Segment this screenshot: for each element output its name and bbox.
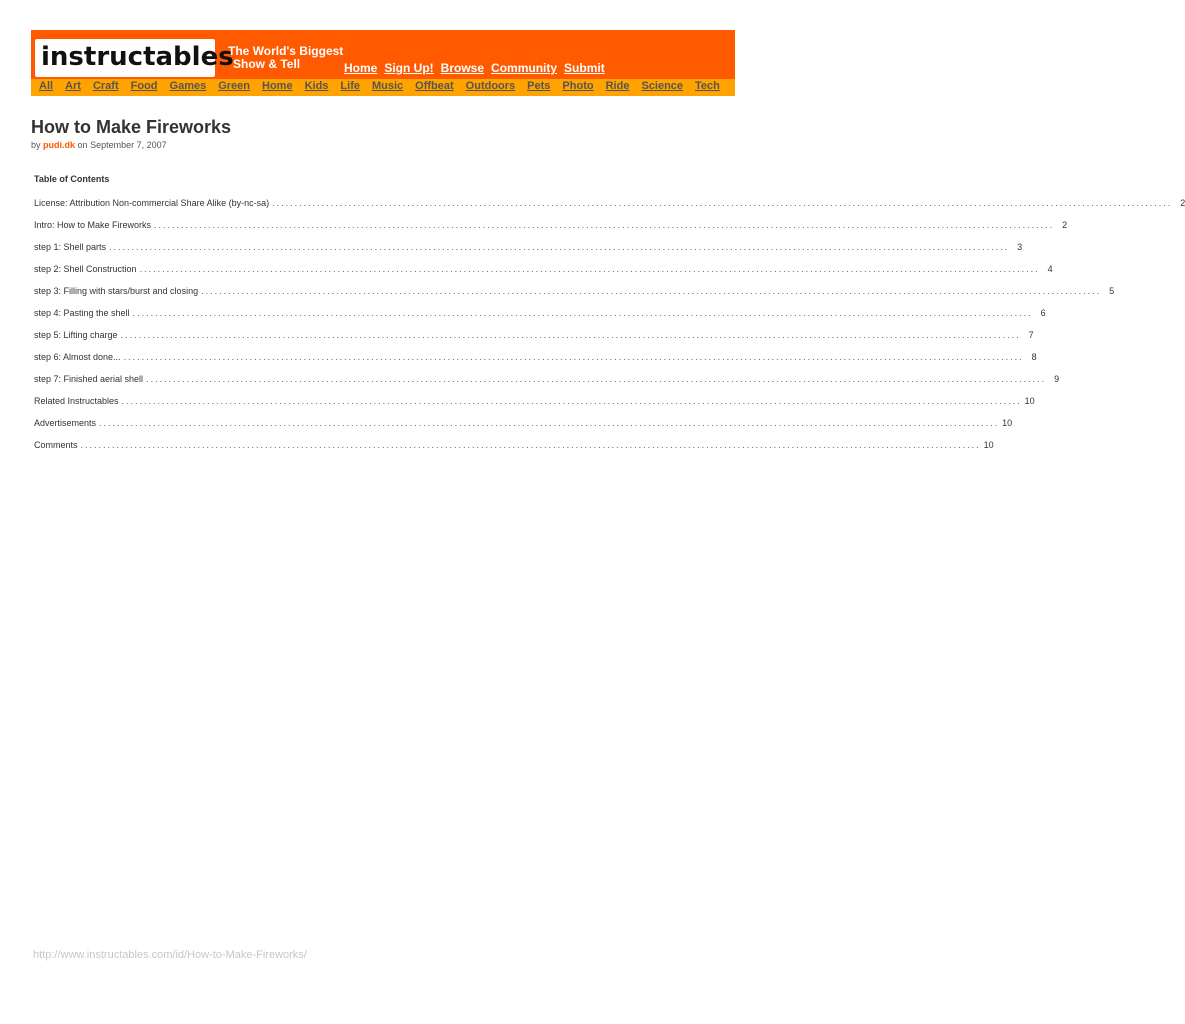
author-link[interactable]: pudi.dk (43, 140, 76, 150)
category-green[interactable]: Green (218, 80, 251, 92)
toc-leader-dots: ........................................................................................................................................................................................................ (109, 242, 1010, 252)
toc-entry-label: step 2: Shell Construction (34, 264, 137, 274)
category-science[interactable]: Science (641, 80, 684, 92)
category-tech[interactable]: Tech (695, 80, 720, 92)
toc-leader-dots: ........................................................................................................................................................................................................ (123, 352, 1024, 362)
category-life[interactable]: Life (340, 80, 360, 92)
logo-text: instructables (41, 42, 234, 72)
toc-entry-page: 2 (1062, 220, 1068, 230)
toc-entry[interactable] (34, 440, 994, 462)
category-offbeat[interactable]: Offbeat (415, 80, 454, 92)
toc-entry[interactable] (34, 352, 1037, 374)
toc-entry[interactable] (34, 308, 1046, 330)
toc-entry-page: 4 (1047, 264, 1053, 274)
toc-entry-page: 5 (1109, 286, 1115, 296)
category-kids[interactable]: Kids (304, 80, 329, 92)
toc-entry-label: step 7: Finished aerial shell (34, 374, 144, 384)
toc-leader-dots: ........................................................................................................................................................................................................ (146, 374, 1047, 384)
byline (31, 140, 167, 150)
category-outdoors[interactable]: Outdoors (465, 80, 516, 92)
category-photo[interactable]: Photo (562, 80, 594, 92)
category-food[interactable]: Food (130, 80, 158, 92)
toc-leader-dots: ........................................................................................................................................................................................................ (120, 330, 1021, 340)
toc-entry-label: Advertisements (34, 418, 97, 428)
footer-url[interactable]: http://www.instructables.com/id/How-to-Make-Fireworks/ (33, 949, 307, 961)
toc-entry-page: 10 (1002, 418, 1013, 428)
logo[interactable] (35, 39, 234, 77)
toc-entry[interactable] (34, 418, 1013, 440)
category-ride[interactable]: Ride (605, 80, 630, 92)
publish-date: September 7, 2007 (90, 140, 167, 150)
toc-entry-page: 9 (1054, 374, 1060, 384)
table-of-contents (34, 198, 1185, 462)
category-home[interactable]: Home (262, 80, 293, 92)
toc-entry-label: License: Attribution Non-commercial Share Alike (by-nc-sa) (34, 198, 270, 208)
toc-entry-label: Related Instructables (34, 396, 119, 406)
category-all[interactable]: All (39, 80, 54, 92)
byline-on: on (77, 140, 88, 150)
toc-entry[interactable] (34, 330, 1034, 352)
toc-entry-label: Intro: How to Make Fireworks (34, 220, 152, 230)
toc-entry-label: step 3: Filling with stars/burst and closing (34, 286, 199, 296)
toc-entry-label: step 6: Almost done... (34, 352, 121, 362)
tagline (228, 45, 348, 71)
category-craft[interactable]: Craft (92, 80, 119, 92)
toc-entry[interactable] (34, 286, 1115, 308)
toc-leader-dots: ........................................................................................................................................................................................................ (272, 198, 1173, 208)
toc-leader-dots: ........................................................................................................................................................................................................ (201, 286, 1102, 296)
nav-browse[interactable]: Browse (440, 61, 485, 75)
category-pets[interactable]: Pets (527, 80, 551, 92)
toc-heading: Table of Contents (34, 174, 110, 184)
toc-entry[interactable] (34, 220, 1068, 242)
page-title: How to Make Fireworks (31, 117, 232, 137)
nav-community[interactable]: Community (491, 61, 558, 75)
nav-home[interactable]: Home (344, 61, 378, 75)
toc-entry[interactable] (34, 198, 1185, 220)
tagline-line2: Show & Tell (233, 57, 301, 71)
toc-entry[interactable] (34, 242, 1023, 264)
category-games[interactable]: Games (169, 80, 207, 92)
toc-entry-page: 7 (1028, 330, 1034, 340)
toc-entry-label: step 5: Lifting charge (34, 330, 118, 340)
byline-by: by (31, 140, 41, 150)
nav-submit[interactable]: Submit (564, 61, 605, 75)
toc-entry-page: 8 (1031, 352, 1037, 362)
category-nav (39, 80, 720, 92)
toc-entry-label: Comments (34, 440, 78, 450)
toc-leader-dots: ........................................................................................................................................................................................................ (121, 396, 1022, 406)
toc-entry[interactable] (34, 396, 1035, 418)
toc-leader-dots: ........................................................................................................................................................................................................ (132, 308, 1033, 318)
category-bar (31, 79, 735, 96)
category-art[interactable]: Art (65, 80, 81, 92)
toc-entry[interactable] (34, 264, 1053, 286)
toc-leader-dots: ........................................................................................................................................................................................................ (80, 440, 981, 450)
site-header (31, 30, 735, 96)
toc-leader-dots: ........................................................................................................................................................................................................ (154, 220, 1055, 230)
toc-entry-page: 2 (1180, 198, 1185, 208)
toc-entry-page: 10 (983, 440, 994, 450)
tagline-line1: The World's Biggest (228, 44, 344, 58)
toc-entry[interactable] (34, 374, 1060, 396)
toc-leader-dots: ........................................................................................................................................................................................................ (139, 264, 1040, 274)
toc-entry-page: 3 (1017, 242, 1023, 252)
top-nav (344, 61, 605, 75)
toc-entry-page: 6 (1040, 308, 1046, 318)
nav-sign-up[interactable]: Sign Up! (384, 61, 434, 75)
toc-leader-dots: ........................................................................................................................................................................................................ (99, 418, 1000, 428)
toc-entry-label: step 4: Pasting the shell (34, 308, 130, 318)
toc-entry-page: 10 (1024, 396, 1035, 406)
toc-entry-label: step 1: Shell parts (34, 242, 107, 252)
category-music[interactable]: Music (371, 80, 404, 92)
